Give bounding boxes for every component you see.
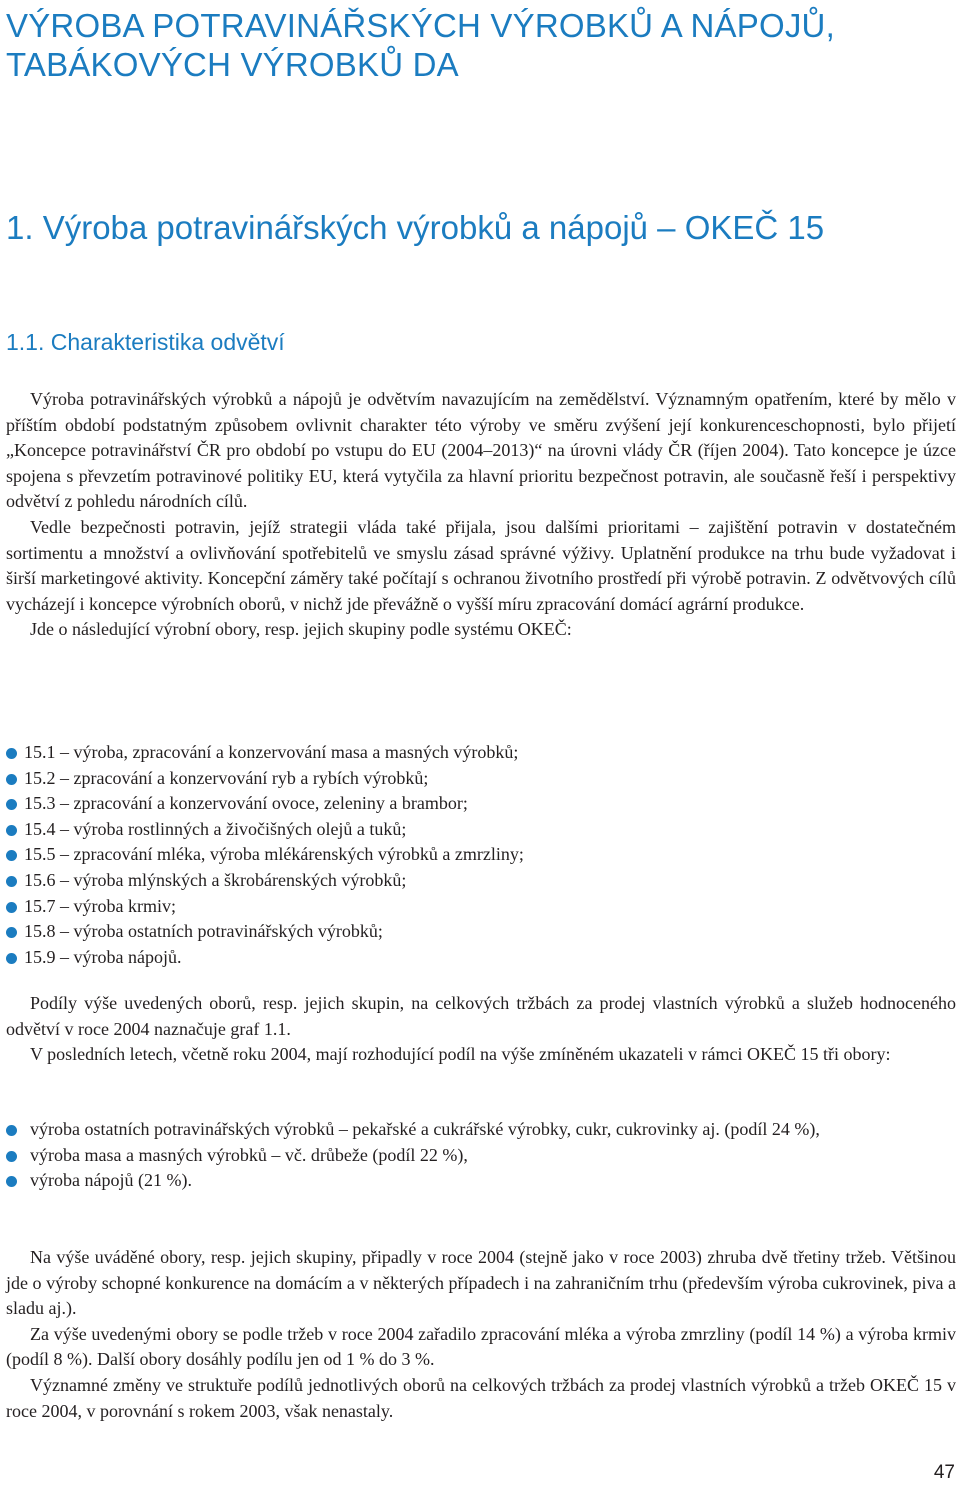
section-heading: 1. Výroba potravinářských výrobků a nápojů – OKEČ 15 xyxy=(6,209,825,246)
list-item-text: 15.4 – výroba rostlinných a živočišných olejů a tuků; xyxy=(24,818,407,839)
list-item xyxy=(6,1143,956,1169)
bullet-icon xyxy=(6,799,17,810)
paragraph: Podíly výše uvedených oborů, resp. jejich skupin, na celkových tržbách za prodej vlastních výrobků a služeb hodnoceného odvětví v roce 2004 naznačuje graf 1.1. xyxy=(6,993,956,1039)
list-item-text: 15.2 – zpracování a konzervování ryb a rybích výrobků; xyxy=(24,767,429,788)
bullet-icon xyxy=(6,850,17,861)
chapter-title-line-1: VÝROBA POTRAVINÁŘSKÝCH VÝROBKŮ A NÁPOJŮ, xyxy=(6,7,835,44)
intro-text xyxy=(6,387,956,643)
okec-group-list xyxy=(6,740,956,970)
bullet-icon xyxy=(6,748,17,759)
list-item xyxy=(6,1117,956,1143)
bullet-icon xyxy=(6,1151,17,1162)
paragraph: Na výše uváděné obory, resp. jejich skupiny, připadly v roce 2004 (stejně jako v roce 2003) zhruba dvě třetiny tržeb. Většinou jde o výroby schopné konkurence na domácím a v některých případech i na zahraničním trhu (především výroba cukrovinek, piva a sladu aj.). xyxy=(6,1247,956,1319)
list-item-text: 15.9 – výroba nápojů. xyxy=(24,946,182,967)
bullet-icon xyxy=(6,876,17,887)
list-item xyxy=(6,842,956,868)
list-item-text: 15.1 – výroba, zpracování a konzervování masa a masných výrobků; xyxy=(24,742,519,762)
page-number: 47 xyxy=(933,1462,955,1483)
subsection-heading: 1.1. Charakteristika odvětví xyxy=(6,329,285,355)
bullet-icon xyxy=(6,953,17,964)
bullet-icon xyxy=(6,1125,17,1136)
bullet-icon xyxy=(6,927,17,938)
list-item-text: výroba masa a masných výrobků – vč. drůbeže (podíl 22 %), xyxy=(30,1144,468,1165)
chapter-title xyxy=(6,6,956,84)
list-item xyxy=(6,919,956,945)
bullet-icon xyxy=(6,774,17,785)
closing-text xyxy=(6,1245,956,1424)
paragraph: Vedle bezpečnosti potravin, jejíž strategii vláda také přijala, jsou dalšími prioritami – zajištění potravin v dostatečném sortimentu a množství a ovlivňování spotřebitelů ve smyslu zásad správné výživy. Uplatnění produkce na trhu bude vyžadovat i širší marketingové aktivity. Koncepční záměry také počítají s ochranou životního prostředí při výrobě potravin. Z odvětvových cílů vycházejí i koncepce výrobních oborů, v nichž jde převážně o vyšší míru zpracování domácí agrární produkce. xyxy=(6,516,956,614)
bullet-icon xyxy=(6,825,17,836)
chapter-title-line-2: TABÁKOVÝCH VÝROBKŮ DA xyxy=(6,46,459,83)
list-item-text: výroba ostatních potravinářských výrobků – pekařské a cukrářské výrobky, cukr, cukrovinky aj. (podíl 24 %), xyxy=(30,1119,820,1139)
list-item-text: 15.3 – zpracování a konzervování ovoce, zeleniny a brambor; xyxy=(24,793,468,814)
list-item xyxy=(6,868,956,894)
paragraph: Významné změny ve struktuře podílů jednotlivých oborů na celkových tržbách za prodej vlastních výrobků a tržeb OKEČ 15 v roce 2004, v porovnání s rokem 2003, však nenastaly. xyxy=(6,1374,956,1421)
bullet-icon xyxy=(6,902,17,913)
list-item xyxy=(6,791,956,817)
list-item xyxy=(6,894,956,920)
list-item xyxy=(6,740,956,766)
list-item-text: 15.5 – zpracování mléka, výroba mlékárenských výrobků a zmrzliny; xyxy=(24,844,524,865)
list-item xyxy=(6,945,956,971)
list-item-text: 15.7 – výroba krmiv; xyxy=(24,895,176,916)
paragraph: Jde o následující výrobní obory, resp. jejich skupiny podle systému OKEČ: xyxy=(30,619,572,640)
paragraph: V posledních letech, včetně roku 2004, mají rozhodující podíl na výše zmíněném ukazateli v rámci OKEČ 15 tři obory: xyxy=(30,1044,891,1065)
list-item xyxy=(6,1168,956,1194)
list-item-text: 15.6 – výroba mlýnských a škrobárenských výrobků; xyxy=(24,869,407,890)
list-item xyxy=(6,817,956,843)
list-item-text: výroba nápojů (21 %). xyxy=(30,1170,192,1191)
paragraph: Za výše uvedenými obory se podle tržeb v roce 2004 zařadilo zpracování mléka a výroba zmrzliny (podíl 14 %) a výroba krmiv (podíl 8 %). Další obory dosáhly podílu jen od 1 % do 3 %. xyxy=(6,1323,956,1370)
list-item xyxy=(6,766,956,792)
key-sectors-list xyxy=(6,1117,956,1194)
shares-text xyxy=(6,991,956,1068)
list-item-text: 15.8 – výroba ostatních potravinářských výrobků; xyxy=(24,921,383,942)
paragraph: Výroba potravinářských výrobků a nápojů je odvětvím navazujícím na zemědělství. Významným opatřením, které by mělo v příštím období podstatným způsobem ovlivnit charakter této výroby ve směru zvýšení její konkurenceschopnosti, bylo přijetí „Koncepce potravinářství ČR pro období po vstupu do EU (2004–2013)“ na úrovni vlády ČR (říjen 2004). Tato koncepce je úzce spojena s převzetím potravinové politiky EU, která vytyčila za hlavní prioritu bezpečnost potravin, ale současně řeší i perspektivy odvětví z pohledu národních cílů. xyxy=(6,389,956,512)
bullet-icon xyxy=(6,1176,17,1187)
